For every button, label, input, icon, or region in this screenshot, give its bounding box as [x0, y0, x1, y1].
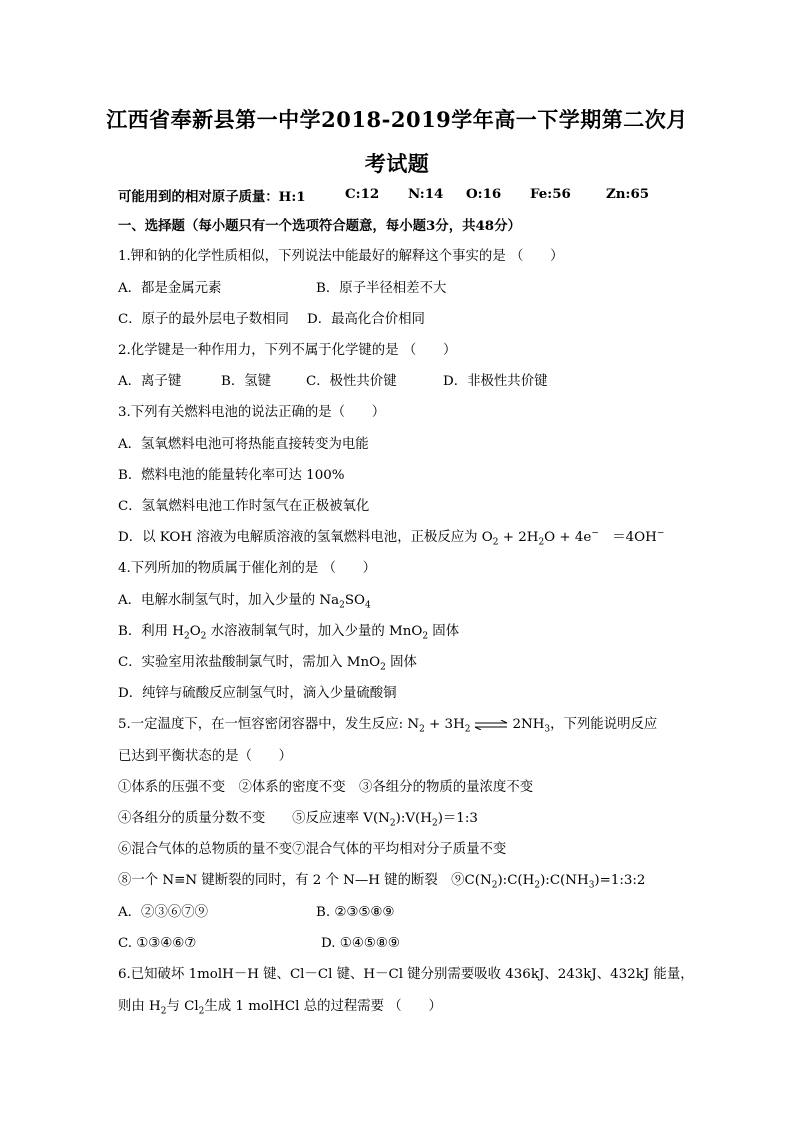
question-4-option-d: D．纯锌与硫酸反应制氢气时，滴入少量硫酸铜	[118, 686, 397, 701]
question-6-stem-continued: 则由 $H_2$与 $Cl_2$生成 1 molHCl 总的过程需要 （ ）	[118, 999, 442, 1017]
question-2-option-a: A．离子键	[118, 374, 182, 389]
question-5-statements-3: ⑥混合气体的总物质的量不变⑦混合气体的平均相对分子质量不变	[118, 842, 507, 857]
atomic-mass-zn: Zn:65	[606, 186, 650, 202]
question-2-option-b: B．氢键	[221, 374, 272, 389]
question-4-option-a: A．电解水制氢气时，加入少量的 $Na_2SO_4$	[118, 593, 371, 611]
atomic-mass-c: C:12	[345, 186, 380, 202]
question-1-option-a: A．都是金属元素	[118, 281, 222, 296]
question-1-option-d: D．最高化合价相同	[307, 312, 425, 327]
question-5-statements-2: ④各组分的质量分数不变 ⑤反应速率 $V(N_2):V(H_2)=1:3$	[118, 811, 478, 829]
question-3-option-d: D．以 KOH 溶液为电解质溶液的氢氧燃料电池，正极反应为 $O_2 + 2H_2O + 4e^-$ ＝4OH−	[118, 528, 665, 548]
question-4-option-b: B．利用 $H_2O_2$ 水溶液制氧气时，加入少量的 MnO$_2$ 固体	[118, 624, 460, 642]
question-2-option-c: C．极性共价键	[306, 374, 397, 389]
question-4-stem: 4.下列所加的物质属于催化剂的是 （ ）	[118, 561, 377, 576]
question-6-stem: 6.已知破坏 1molH－H 键、Cl－Cl 键、H－Cl 键分别需要吸收 436kJ、243kJ、432kJ 能量，	[118, 967, 694, 982]
question-1-stem: 1.钾和钠的化学性质相似，下列说法中能最好的解释这个事实的是 （ ）	[118, 249, 564, 264]
question-4-option-c: C．实验室用浓盐酸制氯气时，需加入 MnO$_2$ 固体	[118, 655, 417, 673]
section-heading: 一、选择题（每小题只有一个选项符合题意，每小题3分，共48分）	[118, 218, 521, 234]
question-5-stem: 5.一定温度下，在一恒容密闭容器中，发生反应: $N_2 + 3H_2$ $2NH_3$，下列能说明反应	[118, 717, 658, 735]
question-3-stem: 3.下列有关燃料电池的说法正确的是（ ）	[118, 405, 386, 420]
question-5-option-d: D. ①④⑤⑧⑨	[321, 936, 400, 951]
question-1-option-b: B．原子半径相差不大	[316, 281, 447, 296]
atomic-mass-label: 可能用到的相对原子质量：H:1	[118, 189, 306, 205]
page-title: 江西省奉新县第一中学2018-2019学年高一下学期第二次月	[106, 107, 688, 132]
page-title-continued: 考试题	[364, 151, 430, 176]
atomic-mass-fe: Fe:56	[530, 186, 571, 202]
question-5-option-a: A．②③⑥⑦⑨	[118, 905, 209, 920]
question-5-stem-continued: 已达到平衡状态的是（ ）	[118, 749, 293, 764]
question-2-option-d: D．非极性共价键	[443, 374, 548, 389]
question-5-option-b: B. ②③⑤⑧⑨	[316, 905, 395, 920]
question-5-statements-1: ①体系的压强不变 ②体系的密度不变 ③各组分的物质的量浓度不变	[118, 780, 534, 795]
question-5-statements-4: ⑧一个 N≡N 键断裂的同时，有 2 个 N—H 键的断裂 $⑨C(N_2):C(H_2):C(NH_3)=1:3:2$	[118, 873, 646, 891]
question-3-option-c: C．氢氧燃料电池工作时氢气在正极被氧化	[118, 499, 370, 514]
question-5-option-c: C. ①③④⑥⑦	[118, 936, 197, 951]
question-2-stem: 2.化学键是一种作用力，下列不属于化学键的是 （ ）	[118, 343, 457, 358]
equilibrium-arrow-icon	[474, 720, 508, 730]
question-3-option-a: A．氢氧燃料电池可将热能直接转变为电能	[118, 437, 369, 452]
question-3-option-b: B．燃料电池的能量转化率可达 100%	[118, 468, 345, 483]
atomic-mass-o: O:16	[466, 186, 502, 202]
atomic-mass-n: N:14	[408, 186, 444, 202]
question-1-option-c: C．原子的最外层电子数相同	[118, 312, 289, 327]
